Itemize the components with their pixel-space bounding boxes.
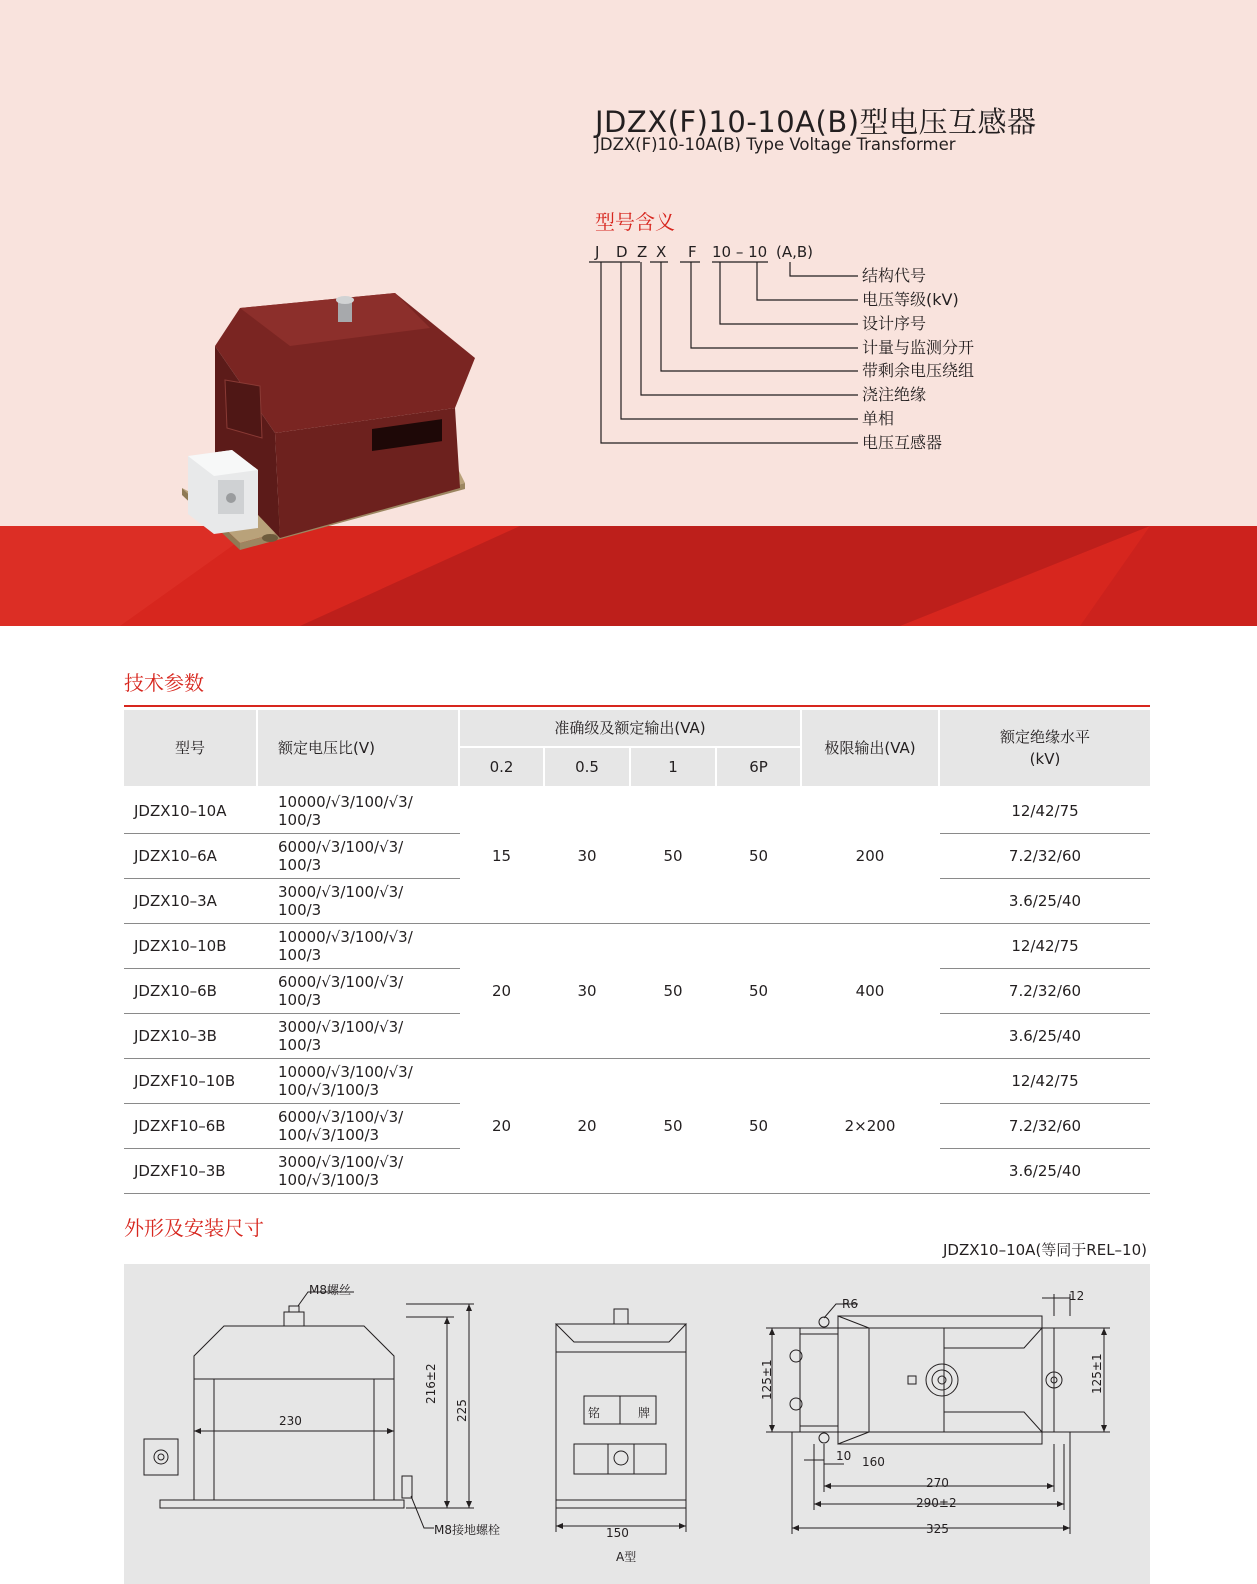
code-letter-d: D [616, 243, 628, 261]
meaning-cast-insulation: 浇注绝缘 [862, 385, 927, 404]
label-nameplate-left: 铭 [588, 1406, 601, 1420]
label-height-216: 216±2 [424, 1363, 438, 1404]
table-cell-accuracy: 20 [577, 1116, 597, 1135]
header-acc-0-2: 0.2 [460, 748, 543, 786]
header-acc-6p: 6P [717, 748, 800, 786]
table-cell-model: JDZXF10–6B [134, 1116, 226, 1135]
meaning-residual-winding: 带剩余电压绕组 [862, 361, 975, 380]
table-cell-ratio: 3000/√3/100/√3/ 100/3 [278, 882, 404, 919]
header-limit-output: 极限输出(VA) [802, 710, 938, 786]
table-cell-ratio: 10000/√3/100/√3/ 100/3 [278, 927, 413, 964]
code-structure-part: (A,B) [776, 243, 814, 261]
table-cell-insulation: 12/42/75 [1011, 936, 1079, 955]
label-width-230: 230 [279, 1414, 302, 1428]
header-ratio: 额定电压比(V) [258, 710, 458, 786]
table-cell-ratio: 10000/√3/100/√3/ 100/3 [278, 792, 413, 829]
table-cell-model: JDZX10–10B [134, 936, 227, 955]
code-voltage-part: 10 – 10 [712, 243, 768, 261]
table-cell-model: JDZXF10–10B [134, 1071, 236, 1090]
label-a-type: A型 [616, 1550, 637, 1564]
code-letter-j: J [595, 243, 600, 261]
table-cell-insulation: 3.6/25/40 [1008, 1026, 1082, 1045]
table-cell-accuracy: 50 [748, 1116, 769, 1135]
code-letter-x: X [656, 243, 667, 261]
table-cell-limit-output: 200 [855, 846, 885, 865]
dimension-drawings [124, 1264, 1150, 1584]
product-title-cn: JDZX(F)10-10A(B)型电压互感器 [595, 105, 1037, 139]
label-width-150: 150 [606, 1526, 629, 1540]
label-r6: R6 [842, 1297, 858, 1311]
table-cell-model: JDZX10–6B [134, 981, 217, 1000]
header-acc-0-5: 0.5 [545, 748, 629, 786]
table-cell-accuracy: 50 [663, 981, 683, 1000]
meaning-metering-separate: 计量与监测分开 [862, 338, 975, 357]
table-cell-insulation: 7.2/32/60 [1008, 846, 1082, 865]
table-cell-accuracy: 15 [491, 846, 512, 865]
table-cell-ratio: 3000/√3/100/√3/ 100/3 [278, 1017, 404, 1054]
header-model: 型号 [124, 710, 256, 786]
table-cell-accuracy: 50 [663, 1116, 683, 1135]
tech-params-rule [124, 705, 1150, 707]
tech-params-heading: 技术参数 [124, 671, 204, 695]
table-cell-ratio: 10000/√3/100/√3/ 100/√3/100/3 [278, 1062, 413, 1099]
table-cell-ratio: 3000/√3/100/√3/ 100/√3/100/3 [278, 1152, 404, 1189]
table-cell-limit-output: 2×200 [844, 1116, 896, 1135]
table-cell-ratio: 6000/√3/100/√3/ 100/3 [278, 837, 404, 874]
meaning-design-number: 设计序号 [862, 314, 927, 333]
label-125-right: 125±1 [1090, 1353, 1104, 1394]
table-cell-limit-output: 400 [855, 981, 885, 1000]
table-cell-insulation: 12/42/75 [1011, 1071, 1079, 1090]
label-10: 10 [836, 1449, 852, 1463]
label-160: 160 [862, 1455, 885, 1469]
header-acc-1: 1 [631, 748, 715, 786]
table-cell-accuracy: 30 [577, 846, 597, 865]
label-height-225: 225 [455, 1399, 469, 1422]
product-title-en: JDZX(F)10-10A(B) Type Voltage Transformer [595, 135, 956, 154]
table-cell-accuracy: 50 [663, 846, 683, 865]
table-cell-accuracy: 30 [577, 981, 597, 1000]
table-cell-model: JDZX10–3A [134, 891, 217, 910]
table-cell-insulation: 7.2/32/60 [1008, 1116, 1082, 1135]
table-cell-ratio: 6000/√3/100/√3/ 100/3 [278, 972, 404, 1009]
table-cell-model: JDZX10–6A [134, 846, 217, 865]
table-cell-insulation: 12/42/75 [1011, 801, 1079, 820]
meaning-voltage-transformer: 电压互感器 [862, 433, 943, 452]
label-m8-ground-bolt: M8接地螺栓 [434, 1523, 500, 1537]
table-cell-insulation: 3.6/25/40 [1008, 1161, 1082, 1180]
hero-banner [0, 0, 1257, 626]
table-cell-ratio: 6000/√3/100/√3/ 100/√3/100/3 [278, 1107, 404, 1144]
label-290: 290±2 [916, 1496, 957, 1510]
table-cell-accuracy: 50 [748, 846, 769, 865]
label-325: 325 [926, 1522, 949, 1536]
table-cell-model: JDZX10–10A [134, 801, 227, 820]
label-270: 270 [926, 1476, 949, 1490]
header-insulation-level: 额定绝缘水平 (kV) [940, 710, 1150, 786]
table-cell-insulation: 3.6/25/40 [1008, 891, 1082, 910]
label-125-left: 125±1 [760, 1359, 774, 1400]
dimensions-model-subtitle: JDZX10–10A(等同于REL–10) [942, 1241, 1147, 1259]
model-code-tree [0, 0, 1257, 626]
model-meaning-heading: 型号含义 [595, 210, 675, 234]
meaning-voltage-level: 电压等级(kV) [862, 290, 959, 309]
meaning-single-phase: 单相 [862, 409, 895, 428]
table-cell-insulation: 7.2/32/60 [1008, 981, 1082, 1000]
label-12: 12 [1069, 1289, 1085, 1303]
table-cell-accuracy: 50 [748, 981, 769, 1000]
table-cell-accuracy: 20 [491, 1116, 512, 1135]
outline-drawings-svg [124, 1264, 1150, 1584]
table-cell-model: JDZXF10–3B [134, 1161, 226, 1180]
table-cell-accuracy: 20 [491, 981, 512, 1000]
dimensions-heading: 外形及安装尺寸 [124, 1216, 264, 1240]
table-cell-model: JDZX10–3B [134, 1026, 217, 1045]
code-letter-f: F [688, 243, 697, 261]
code-letter-z: Z [637, 243, 648, 261]
label-m8-thread: M8螺丝 [309, 1283, 351, 1297]
table-row-divider [124, 1193, 1150, 1194]
meaning-structure-code: 结构代号 [862, 266, 927, 285]
header-accuracy-output: 准确级及额定输出(VA) [460, 710, 800, 746]
label-nameplate-right: 牌 [638, 1406, 651, 1420]
